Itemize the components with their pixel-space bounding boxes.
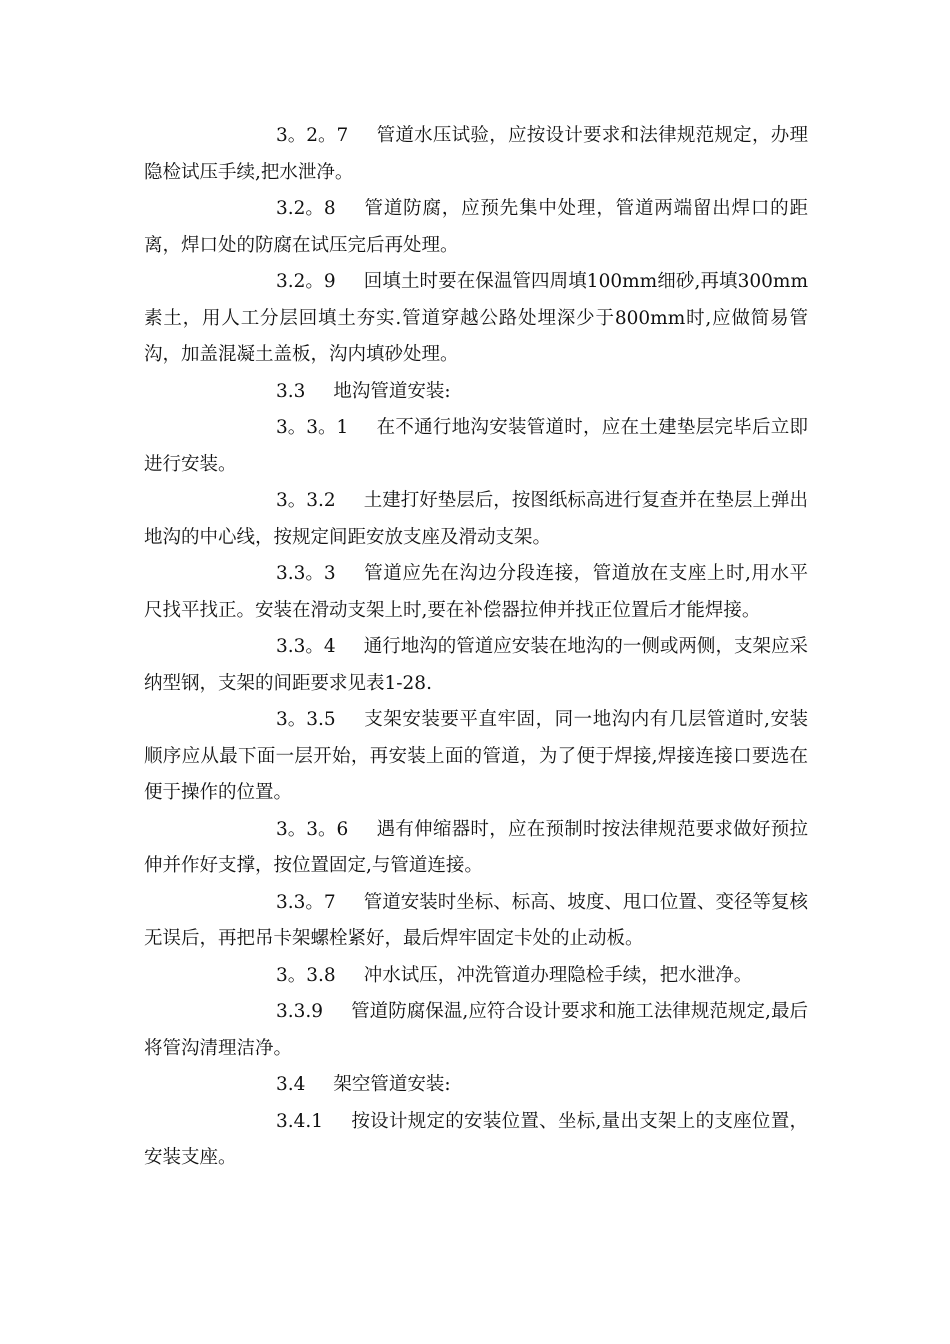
section-number: 3。3.5: [276, 709, 336, 730]
section-number: 3.2。9: [276, 271, 336, 292]
paragraph-text: 冲水试压，冲洗管道办理隐检手续，把水泄净。: [363, 964, 753, 986]
paragraph-text: 土建打好垫层后，按图纸标高进行复查并在垫层上弹出地沟的中心线，按规定间距安放支座及滑动支架。: [144, 490, 808, 548]
heading-text: 架空管道安装:: [333, 1074, 451, 1095]
paragraph-text: 管道安装时坐标、标高、坡度、甩口位置、变径等复核无误后，再把吊卡架螺栓紧好，最后焊牢固定卡处的止动板。: [144, 891, 808, 949]
paragraph: [144, 483, 808, 556]
paragraph: [144, 556, 808, 629]
heading-text: 地沟管道安装:: [333, 380, 451, 402]
paragraph: [144, 629, 808, 702]
paragraph-text: 回填土时要在保温管四周填100mm细砂,再填300mm素土，用人工分层回填土夯实.管道穿越公路处埋深少于800mm时,应做简易管沟，加盖混凝土盖板，沟内填砂处理。: [144, 271, 808, 365]
paragraph: [144, 885, 808, 958]
paragraph: [144, 994, 808, 1067]
paragraph: [144, 410, 808, 483]
section-number: 3.3。3: [276, 563, 336, 584]
document-body: [144, 118, 808, 1177]
paragraph: [144, 812, 808, 885]
section-number: 3.4: [276, 1074, 306, 1095]
section-number: 3.3。4: [276, 636, 336, 657]
section-number: 3。2。7: [276, 125, 349, 146]
paragraph: [144, 118, 808, 191]
section-number: 3。3。6: [276, 818, 349, 840]
paragraph-text: 管道防腐保温,应符合设计要求和施工法律规范规定,最后将管沟清理洁净。: [144, 1001, 808, 1059]
section-number: 3.2。8: [276, 198, 336, 219]
paragraph: [144, 702, 808, 812]
section-number: 3。3。1: [276, 417, 349, 438]
paragraph-text: 按设计规定的安装位置、坐标,量出支架上的支座位置，安装支座。: [144, 1110, 808, 1168]
section-number: 3.3.9: [276, 1001, 324, 1022]
section-number: 3.4.1: [276, 1110, 324, 1132]
paragraph-text: 通行地沟的管道应安装在地沟的一侧或两侧，支架应采纳型钢，支架的间距要求见表1-28.: [144, 636, 808, 694]
paragraph-text: 管道水压试验，应按设计要求和法律规范规定，办理隐检试压手续,把水泄净。: [144, 125, 808, 183]
paragraph-text: 遇有伸缩器时，应在预制时按法律规范要求做好预拉伸并作好支撑，按位置固定,与管道连接。: [144, 818, 808, 876]
paragraph-text: 支架安装要平直牢固，同一地沟内有几层管道时,安装顺序应从最下面一层开始，再安装上面的管道，为了便于焊接,焊接连接口要选在便于操作的位置。: [144, 709, 808, 803]
paragraph: [144, 264, 808, 374]
section-number: 3。3.8: [276, 964, 336, 986]
section-number: 3。3.2: [276, 490, 336, 511]
paragraph: [144, 1104, 808, 1177]
paragraph-text: 在不通行地沟安装管道时，应在土建垫层完毕后立即进行安装。: [144, 417, 808, 475]
paragraph: [144, 958, 808, 995]
section-heading: [144, 1067, 808, 1104]
section-number: 3.3。7: [276, 891, 336, 913]
paragraph: [144, 191, 808, 264]
section-heading: [144, 374, 808, 411]
paragraph-text: 管道防腐，应预先集中处理，管道两端留出焊口的距离，焊口处的防腐在试压完后再处理。: [144, 198, 808, 256]
paragraph-text: 管道应先在沟边分段连接，管道放在支座上时,用水平尺找平找正。安装在滑动支架上时,要在补偿器拉伸并找正位置后才能焊接。: [144, 563, 808, 621]
section-number: 3.3: [276, 380, 306, 402]
